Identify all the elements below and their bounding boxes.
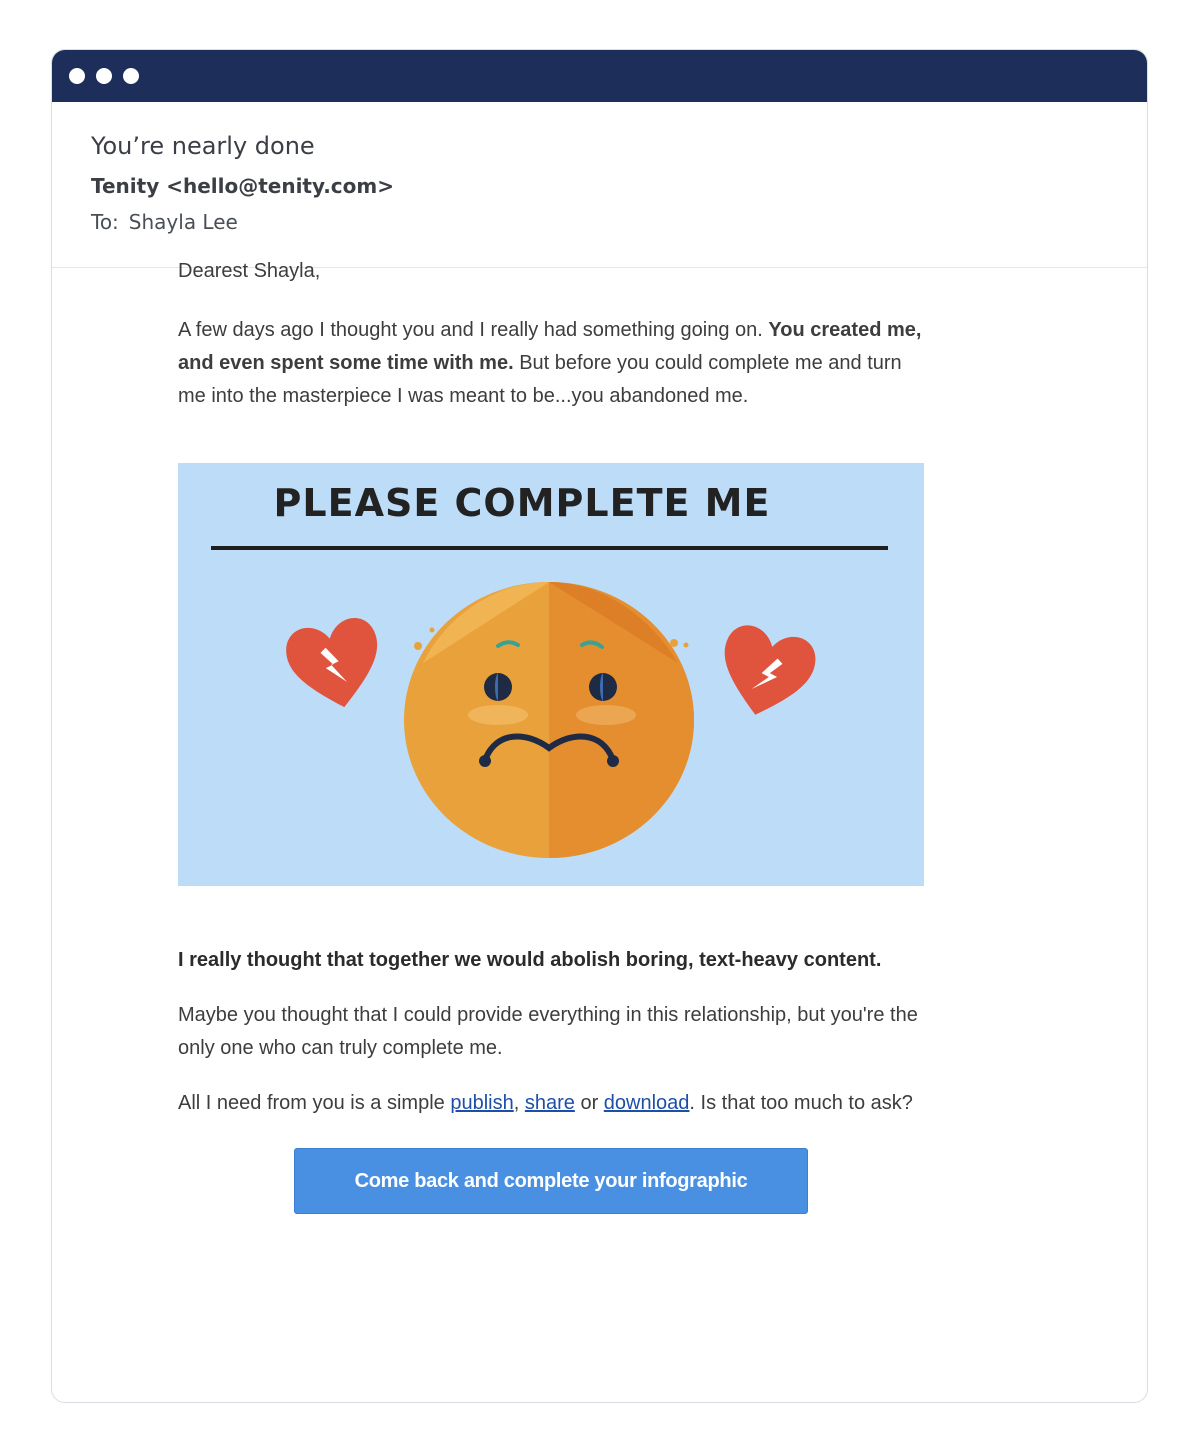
- email-recipient: [91, 210, 1147, 234]
- window-control-dot[interactable]: [96, 68, 112, 84]
- download-link[interactable]: download: [603, 1092, 690, 1114]
- sad-emoji-illustration: [178, 463, 924, 886]
- window-titlebar: [52, 50, 1147, 102]
- email-body: [178, 255, 928, 1214]
- paragraph-text: A few days ago I thought you and I really had something going on.: [178, 319, 769, 341]
- body-paragraph: Maybe you thought that I could provide everything in this relationship, but you're the only one who can truly complete me.: [178, 1004, 918, 1059]
- email-sender: Tenity <hello@tenity.com>: [91, 174, 394, 198]
- paragraph-text: ,: [513, 1092, 525, 1114]
- paragraph-text: . Is that too much to ask?: [689, 1092, 913, 1114]
- share-link[interactable]: share: [524, 1092, 575, 1114]
- email-header: [52, 102, 1147, 268]
- paragraph-text: or: [574, 1092, 604, 1114]
- greeting: Dearest Shayla,: [178, 260, 321, 282]
- paragraph-text: But before you could complete me and turn me into the masterpiece I was meant to be...you abandoned me.: [178, 352, 902, 407]
- recipient-name: Shayla Lee: [128, 210, 238, 234]
- paragraph-text: All I need from you is a simple: [178, 1092, 451, 1114]
- window-control-dot[interactable]: [123, 68, 139, 84]
- hero-image: [178, 463, 924, 886]
- body-paragraph-bold: I really thought that together we would abolish boring, text-heavy content.: [178, 949, 882, 971]
- paragraph-bold-text: You created me, and even spent some time with me.: [178, 319, 922, 374]
- body-paragraph-links: [178, 1087, 928, 1120]
- publish-link[interactable]: publish: [450, 1092, 514, 1114]
- window-control-dot[interactable]: [69, 68, 85, 84]
- hero-title: PLEASE COMPLETE ME: [273, 481, 771, 525]
- recipient-label: To:: [91, 210, 119, 234]
- body-paragraph: [178, 314, 928, 413]
- email-subject: You’re nearly done: [91, 132, 315, 160]
- sad-face-icon: [404, 582, 694, 858]
- complete-infographic-button[interactable]: Come back and complete your infographic: [294, 1148, 808, 1214]
- broken-heart-icon: [282, 614, 389, 717]
- broken-heart-icon: [711, 621, 821, 726]
